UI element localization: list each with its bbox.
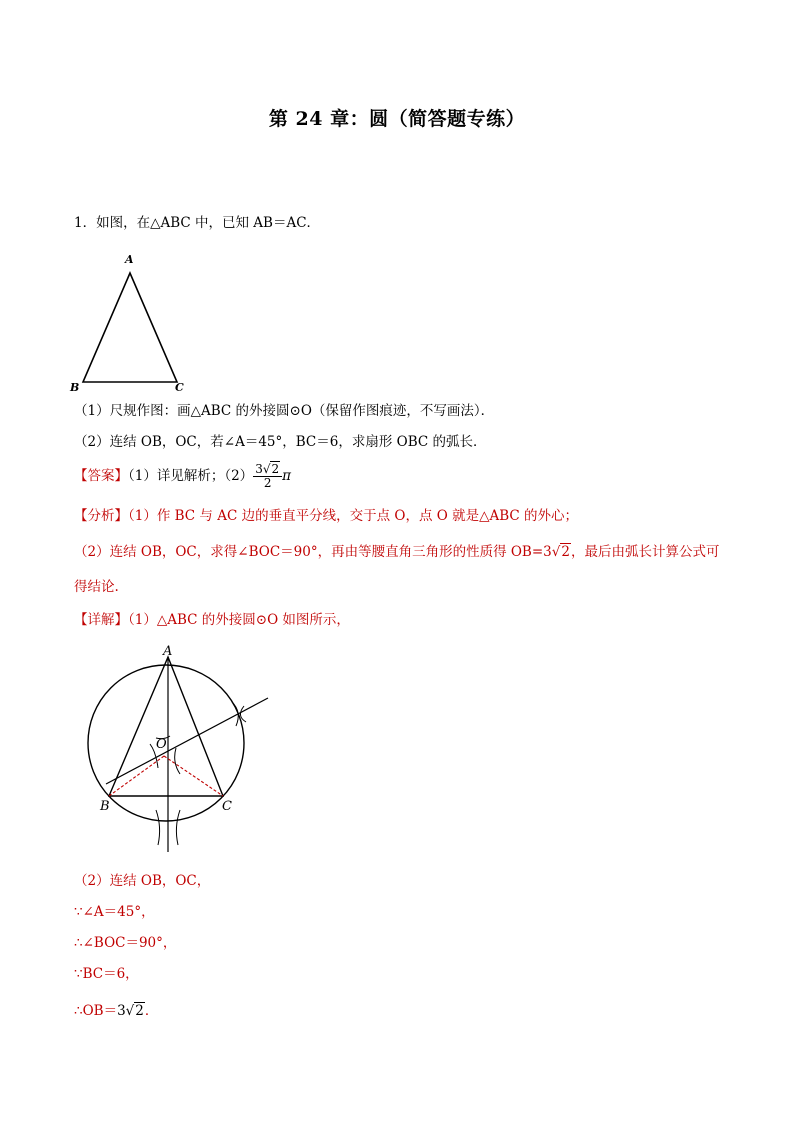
answer-line (74, 463, 291, 490)
last-prefix: ∴OB＝ (74, 1003, 118, 1019)
triangle-abc (109, 657, 223, 796)
question-part2: （2）连结 OB，OC，若∠A＝45°，BC＝6，求扇形 OBC 的弧长． (74, 434, 487, 450)
radicand: 2 (271, 462, 280, 476)
vertex-label-c: C (175, 381, 184, 394)
answer-tag: 【答案】 (74, 468, 128, 484)
sqrt-symbol: √ (551, 544, 561, 560)
fraction-denominator: 2 (263, 476, 272, 490)
vertex-label-a: A (163, 644, 173, 659)
sqrt-symbol: √ (125, 1003, 135, 1019)
analysis-tag: 【分析】 (74, 508, 128, 524)
analysis-coef: 3 (543, 544, 552, 560)
analysis-text-2a: （2）连结 OB，OC，求得∠BOC＝90°，再由等腰直角三角形的性质得 OB= (74, 544, 544, 560)
answer-fraction (253, 463, 282, 490)
sqrt-symbol: √ (262, 462, 271, 476)
segment-oc (164, 756, 223, 796)
vertex-label-c: C (222, 799, 232, 814)
triangle-abc (83, 273, 177, 382)
construction-arc (240, 706, 246, 722)
detail-step: ∵BC＝6， (74, 966, 139, 982)
analysis-line-3: 得结论. (74, 579, 119, 595)
fraction-coefficient: 3 (255, 462, 263, 476)
detail-step: ∵∠A＝45°， (74, 904, 155, 920)
analysis-radicand: 2 (561, 544, 570, 560)
vertex-label-a: A (125, 253, 134, 266)
analysis-text-1: （1）作 BC 与 AC 边的垂直平分线，交于点 O，点 O 就是△ABC 的外心； (128, 508, 579, 524)
circumcircle-figure (76, 640, 276, 855)
detail-step: ∴∠BOC＝90°， (74, 935, 177, 951)
answer-pi: π (282, 468, 291, 484)
construction-arc (175, 748, 180, 774)
detail-line-1 (74, 611, 350, 629)
detail-tag: 【详解】 (74, 612, 128, 628)
triangle-figure (64, 250, 194, 395)
page-title: 第 24 章：圆（简答题专练） (268, 108, 526, 130)
last-radicand: 2 (135, 1003, 144, 1019)
vertex-label-b: B (70, 381, 80, 394)
detail-last-line (74, 1002, 158, 1020)
analysis-line-1 (74, 507, 578, 525)
last-suffix: ． (144, 1003, 159, 1019)
question-stem: 1．如图，在△ABC 中，已知 AB＝AC． (74, 215, 321, 231)
analysis-line-2 (74, 543, 719, 561)
analysis-text-2b: ，最后由弧长计算公式可 (570, 544, 720, 560)
detail-text-1: （1）△ABC 的外接圆⊙O 如图所示， (128, 612, 350, 628)
construction-arc (176, 810, 180, 845)
center-label-o: O (156, 737, 167, 752)
answer-text: （1）详见解析；（2） (128, 468, 254, 484)
vertex-label-b: B (100, 799, 110, 814)
question-part1: （1）尺规作图：画△ABC 的外接圆⊙O（保留作图痕迹，不写画法）． (74, 403, 495, 419)
construction-arc (156, 810, 160, 845)
last-coef: 3 (117, 1003, 126, 1019)
detail-step: （2）连结 OB，OC， (74, 873, 211, 889)
